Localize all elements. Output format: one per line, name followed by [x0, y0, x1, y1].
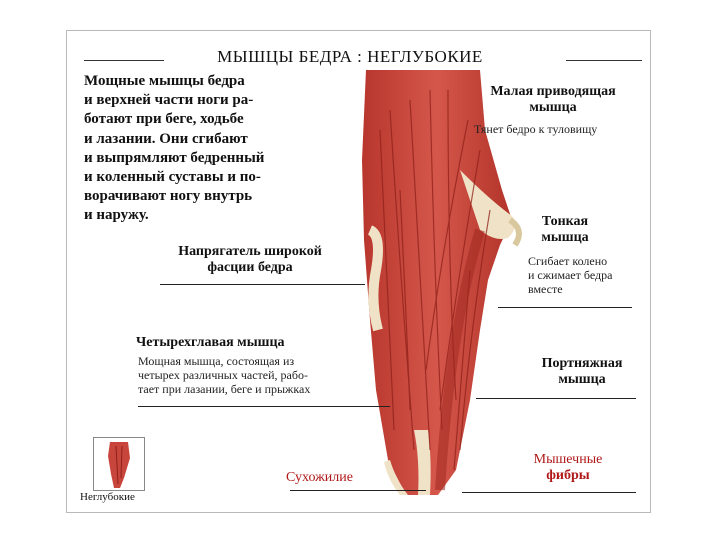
title-rule-left [84, 60, 164, 61]
leader-tensor-fasciae [160, 284, 365, 285]
label-gracilis-line: мышца [541, 230, 589, 245]
thumbnail-caption: Неглубокие [80, 491, 135, 503]
leader-tendon [290, 490, 426, 491]
desc-quadriceps-line: Мощная мышца, состоящая из [138, 354, 295, 368]
leader-quadriceps [138, 406, 390, 407]
title-rule-right [566, 60, 642, 61]
label-tensor-fasciae-line: Напрягатель широкой [178, 244, 322, 259]
label-muscle-fibers [512, 452, 624, 484]
label-sartorius-line: мышца [558, 372, 606, 387]
intro-line: и коленный суставы и по- [84, 169, 261, 186]
intro-line: и верхней части ноги ра- [84, 92, 254, 109]
thumbnail-leg-icon [94, 438, 144, 490]
label-gracilis-line: Тонкая [541, 214, 589, 229]
thumbnail [93, 437, 145, 491]
intro-line: и наружу. [84, 207, 149, 224]
intro-line: и лазании. Они сгибают [84, 130, 248, 147]
label-tensor-fasciae [150, 244, 350, 276]
intro-line: ворачивают ногу внутрь [84, 188, 253, 205]
desc-gracilis-line: вместе [528, 282, 563, 296]
desc-gracilis-line: Сгибает колено [528, 254, 608, 268]
desc-quadriceps-line: тает при лазании, беге и прыжках [138, 382, 311, 396]
leader-gracilis [498, 307, 632, 308]
label-adductor-minor-line: мышца [529, 100, 577, 115]
label-muscle-fibers-line: Мышечные [533, 452, 603, 467]
label-gracilis [520, 214, 610, 246]
desc-gracilis-line: и сжимает бедра [528, 268, 613, 282]
leader-muscle-fibers [462, 492, 636, 493]
label-tensor-fasciae-line: фасции бедра [207, 260, 293, 275]
label-tendon: Сухожилие [286, 470, 353, 485]
label-adductor-minor-line: Малая приводящая [490, 84, 616, 99]
desc-adductor-minor: Тянет бедро к туловищу [474, 122, 598, 136]
label-quadriceps: Четырехглавая мышца [136, 335, 285, 350]
desc-gracilis [528, 254, 638, 296]
label-muscle-fibers-line: фибры [546, 468, 590, 483]
intro-line: Мощные мышцы бедра [84, 73, 245, 89]
leader-sartorius [476, 398, 636, 399]
intro-line: ботают при беге, ходьбе [84, 111, 244, 128]
intro-line: и выпрямляют бедренный [84, 149, 265, 166]
page-title: МЫШЦЫ БЕДРА : НЕГЛУБОКИЕ [217, 47, 483, 66]
label-adductor-minor [468, 84, 638, 116]
label-sartorius-line: Портняжная [541, 356, 623, 371]
desc-quadriceps-line: четырех различных частей, рабо- [138, 368, 308, 382]
intro-text [84, 72, 334, 226]
label-sartorius [526, 356, 638, 388]
desc-quadriceps [138, 354, 368, 396]
